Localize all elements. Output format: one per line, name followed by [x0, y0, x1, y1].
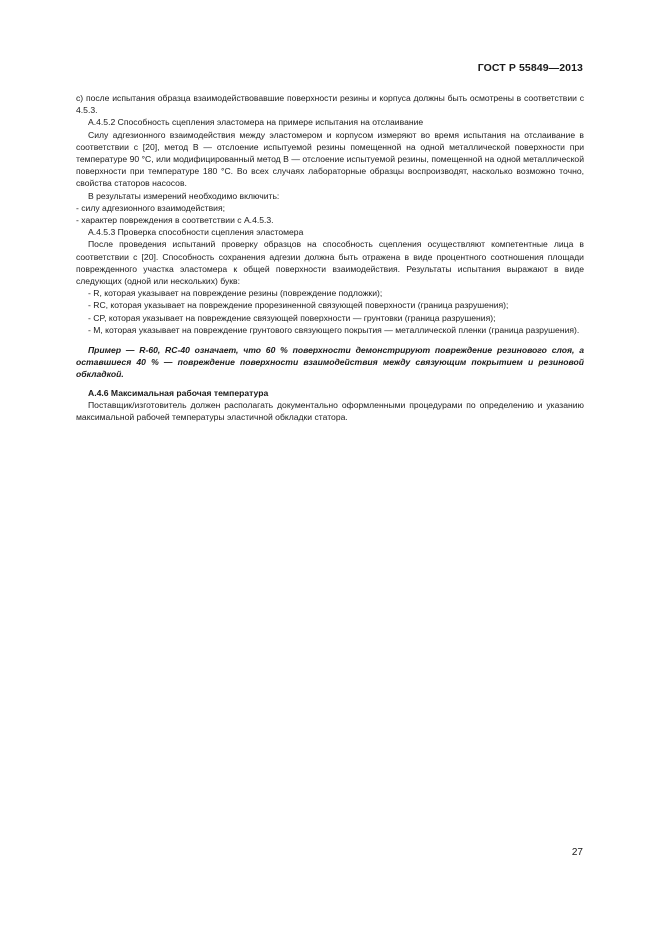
paragraph: В результаты измерений необходимо включить:: [88, 190, 280, 201]
subsection-a453-title: А.4.5.3 Проверка способности сцепления эластомера: [88, 227, 304, 238]
list-item: - характер повреждения в соответствии с А.4.5.3.: [76, 215, 274, 226]
paragraph: Силу адгезионного взаимодействия между эластомером и корпусом измеряют во время испытания на отслаивание в соответствии с [20], метод В — отслоение испытуемой резины помещенной на одной металлической поверхности при температуре 90 °С, или модифицированный метод В — отслоение испытуемой резины, помещенной на одной металлической поверхности при температуре 180 °С. Во всех случаях лабораторные образцы воспроизводят, насколько возможно точно, свойства статоров насосов.: [76, 129, 584, 189]
section-a46-heading: А.4.6 Максимальная рабочая температура: [88, 387, 269, 398]
paragraph: с) после испытания образца взаимодействовавшие поверхности резины и корпуса должны быть осмотрены в соответствии с 4.5.3.: [76, 93, 584, 116]
list-item: - RC, которая указывает на повреждение прорезиненной связующей поверхности (граница разрушения);: [88, 300, 509, 311]
page-number: 27: [571, 847, 583, 858]
list-item: - M, которая указывает на повреждение грунтового связующего покрытия — металлической пленки (граница разрушения).: [88, 324, 580, 335]
subsection-a452-title: А.4.5.2 Способность сцепления эластомера на примере испытания на отслаивание: [88, 117, 424, 128]
section-a46-body: Поставщик/изготовитель должен располагать документально оформленными процедурами по определению и указанию максимальной рабочей температуры эластичной обкладки статора.: [76, 399, 584, 423]
paragraph: После проведения испытаний проверку образцов на способность сцепления осуществляют компетентные лица в соответствии с [20]. Способность сохранения адгезии должна быть отражена в виде процентного соотношения площади поврежденного участка эластомера к общей поверхности взаимодействия. Результаты испытания выражают в виде следующих (одной или нескольких) букв:: [76, 239, 584, 287]
list-item: - R, которая указывает на повреждение резины (повреждение подложки);: [88, 288, 383, 299]
list-item: - силу адгезионного взаимодействия;: [76, 202, 226, 213]
list-item: - CP, которая указывает на повреждение связующей поверхности — грунтовки (граница разрушения);: [88, 312, 496, 323]
example-note: Пример — R-60, RC-40 означает, что 60 % поверхности демонстрируют повреждение резинового слоя, а оставшиеся 40 % — повреждение поверхности взаимодействия между связующим покрытием и резиновой обкладкой.: [76, 345, 584, 380]
document-code: ГОСТ Р 55849—2013: [477, 62, 583, 74]
page-content: [76, 92, 584, 423]
